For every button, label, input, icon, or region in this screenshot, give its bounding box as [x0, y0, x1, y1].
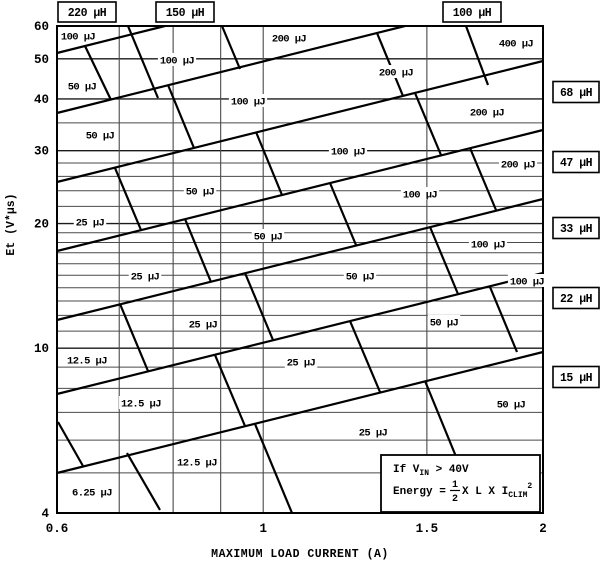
x-tick-label: 1.5	[415, 522, 439, 536]
energy-label: 200 μJ	[271, 33, 307, 46]
inductance-box-label: 220 μH	[67, 7, 107, 20]
y-tick-label: 50	[33, 52, 49, 67]
energy-divider-line	[255, 424, 292, 513]
energy-divider-line	[127, 453, 160, 510]
energy-label: 200 μJ	[469, 107, 505, 120]
energy-divider-line	[168, 85, 194, 148]
energy-label: 50 μJ	[67, 81, 97, 94]
y-tick-label: 60	[33, 20, 49, 34]
energy-label: 100 μJ	[230, 96, 266, 109]
note-line2-prefix: Energy =	[393, 486, 446, 498]
x-axis-title: MAXIMUM LOAD CURRENT (A)	[211, 548, 389, 561]
y-tick-label: 20	[33, 217, 49, 232]
energy-divider-line	[215, 355, 245, 426]
inductance-box-label: 33 μH	[559, 223, 593, 236]
energy-label: 6.25 μJ	[72, 487, 112, 500]
inductance-box-label: 15 μH	[559, 372, 593, 385]
energy-divider-line	[222, 26, 240, 69]
energy-label: 25 μJ	[286, 357, 316, 370]
energy-label: 12.5 μJ	[177, 457, 217, 470]
inductance-box-label: 68 μH	[559, 87, 593, 100]
inductance-line	[57, 61, 543, 182]
energy-label: 50 μJ	[496, 399, 526, 412]
energy-label: 50 μJ	[429, 317, 459, 330]
note-fraction-numerator: 1	[451, 480, 459, 491]
note-line1: If $V_{IN} > 40V$	[393, 464, 469, 478]
energy-label: 100 μJ	[402, 189, 438, 202]
energy-label: 50 μJ	[85, 130, 115, 143]
x-tick-label: 0.6	[45, 522, 69, 536]
x-tick-label: 1	[259, 522, 267, 536]
energy-divider-line	[490, 287, 517, 352]
inductance-box-label: 150 μH	[165, 7, 205, 20]
energy-divider-line	[245, 273, 273, 340]
energy-label: 25 μJ	[358, 427, 388, 440]
inductance-line	[57, 199, 543, 320]
energy-divider-line	[466, 26, 488, 85]
note-box	[381, 455, 540, 512]
energy-label: 200 μJ	[378, 67, 414, 80]
energy-label: 50 μJ	[345, 271, 375, 284]
energy-label: 400 μJ	[498, 38, 534, 51]
y-tick-label: 10	[33, 342, 49, 357]
energy-divider-line	[58, 422, 83, 466]
energy-label: 100 μJ	[60, 31, 96, 44]
energy-label: 12.5 μJ	[121, 398, 161, 411]
note-line2-suffix: X L X $I_{CLIM}^2$	[462, 482, 533, 500]
energy-divider-line	[377, 33, 403, 96]
inductance-line	[57, 273, 543, 394]
energy-label: 25 μJ	[75, 217, 105, 230]
energy-label: 25 μJ	[188, 319, 218, 332]
energy-divider-line	[185, 219, 211, 282]
y-tick-label: 30	[33, 144, 49, 159]
energy-divider-line	[415, 93, 441, 155]
energy-divider-line	[128, 26, 158, 98]
energy-label: 12.5 μJ	[67, 355, 107, 368]
energy-label: 50 μJ	[253, 231, 283, 244]
energy-label: 100 μJ	[330, 146, 366, 159]
inductance-box-label: 100 μH	[452, 7, 492, 20]
inductance-boxes	[58, 2, 599, 388]
note-fraction-denominator: 2	[451, 494, 459, 505]
inductance-box-label: 47 μH	[559, 157, 593, 170]
energy-divider-line	[430, 227, 458, 294]
energy-label: 100 μJ	[159, 55, 195, 68]
y-axis-title: Et (V*μs)	[5, 193, 18, 256]
energy-label: 100 μJ	[470, 239, 506, 252]
energy-divider-line	[330, 183, 356, 245]
energy-label: 100 μJ	[509, 276, 545, 289]
y-tick-label: 40	[33, 92, 49, 107]
y-tick-label: 4	[41, 507, 49, 521]
energy-divider-line	[470, 148, 496, 210]
energy-divider-line	[350, 321, 380, 392]
x-tick-label: 2	[539, 522, 547, 536]
energy-label: 200 μJ	[500, 159, 536, 172]
energy-divider-line	[120, 304, 148, 371]
inductance-box-label: 22 μH	[559, 293, 593, 306]
energy-label: 50 μJ	[185, 186, 215, 199]
energy-label: 25 μJ	[130, 271, 160, 284]
